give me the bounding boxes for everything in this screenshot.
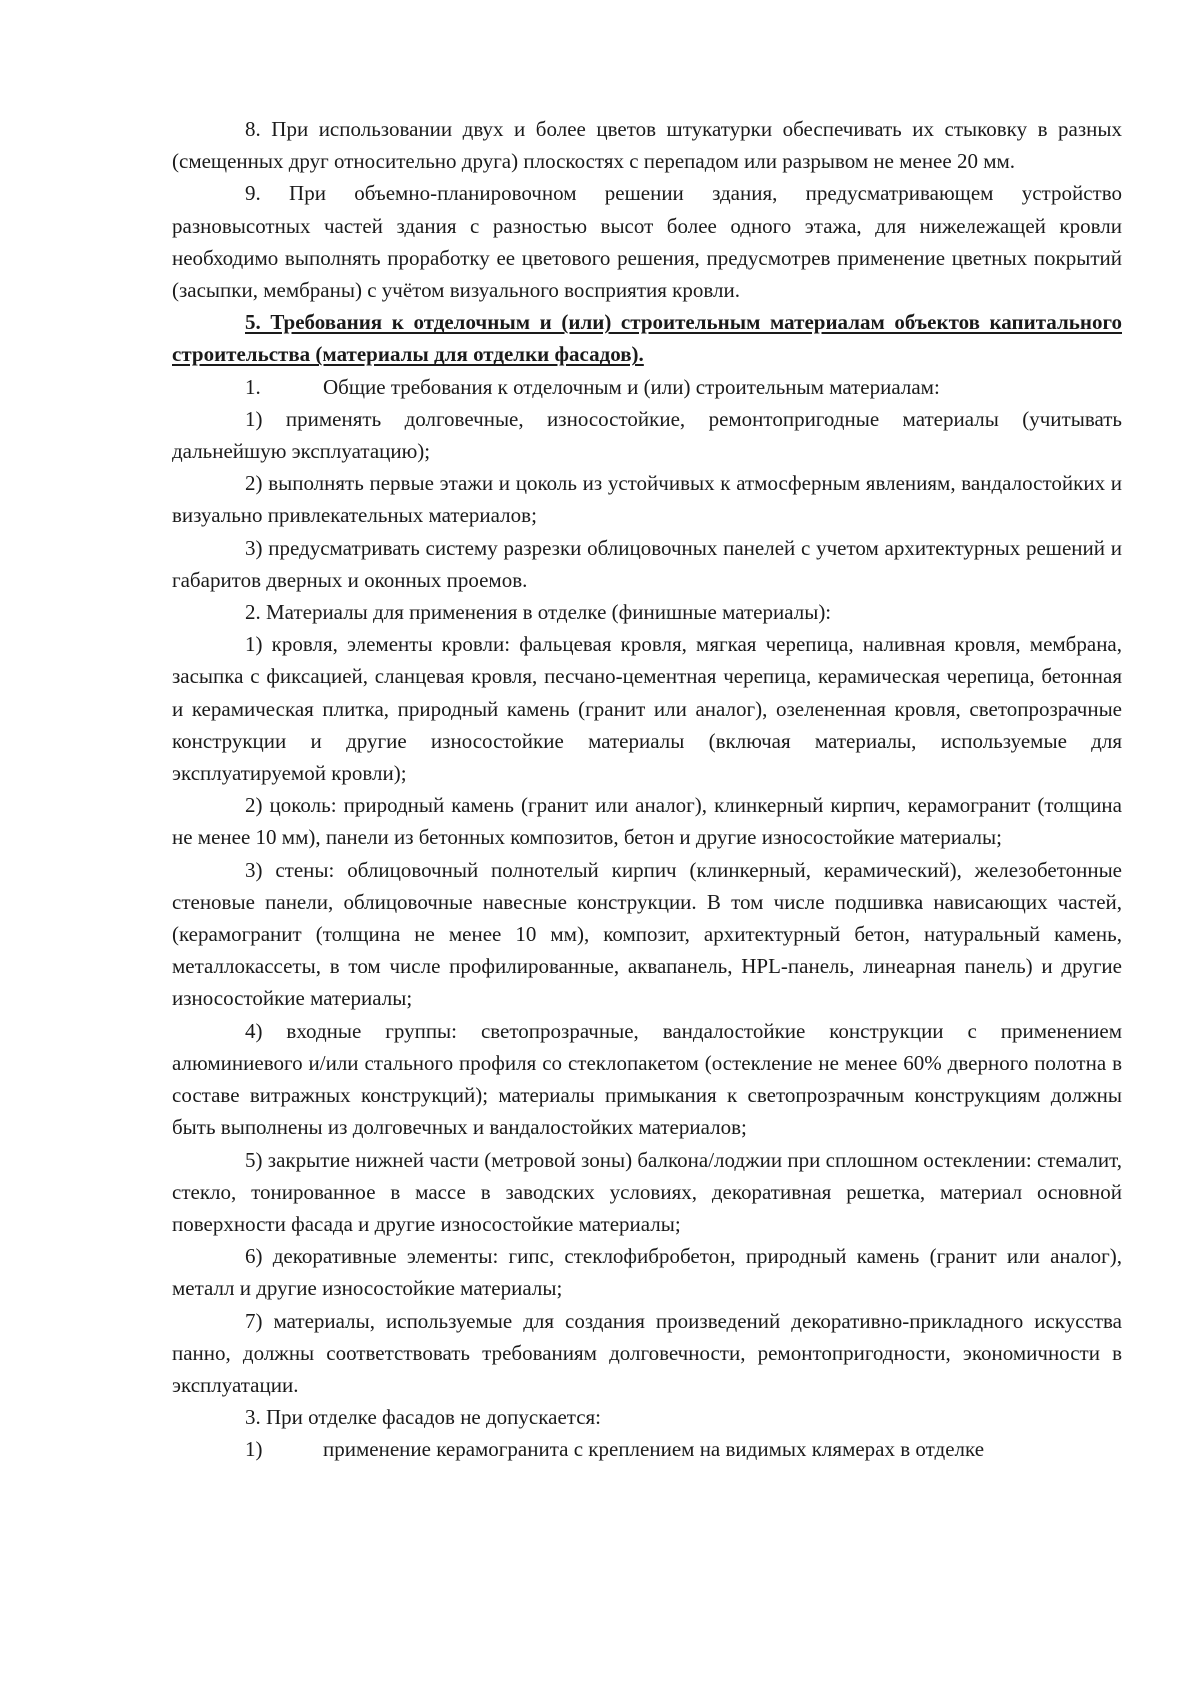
subitem-2-7-decorative-art: 7) материалы, используемые для создания произведений декоративно-прикладного искусства панно, должны соответствовать требованиям долговечности, ремонтопригодности, экономичности в эксплуатации. bbox=[172, 1308, 1122, 1397]
subitem-1-1: 1) применять долговечные, износостойкие, ремонтопригодные материалы (учитывать дальнейшую эксплуатацию); bbox=[172, 406, 1122, 464]
section-5-heading: 5. Требования к отделочным и (или) строительным материалам объектов капитального строительства (материалы для отделки фасадов). bbox=[172, 310, 1122, 367]
paragraph-9: 9. При объемно-планировочном решении здания, предусматривающем устройство разновысотных частей здания с разностью высот более одного этажа, для нижележащей кровли необходимо выполнять проработку ее цветового решения, предусмотрев применение цветных покрытий (засыпки, мембраны) с учётом визуального восприятия кровли. bbox=[172, 181, 1122, 303]
subitem-2-5-balcony: 5) закрытие нижней части (метровой зоны) балкона/лоджии при сплошном остеклении: стемалит, стекло, тонированное в массе в заводских условиях, декоративная решетка, материал основной поверхности фасада и другие износостойкие материалы; bbox=[172, 1147, 1122, 1236]
subitem-2-1-roof: 1) кровля, элементы кровли: фальцевая кровля, мягкая черепица, наливная кровля, мембрана, засыпка с фиксацией, сланцевая кровля, песчано-цементная черепица, керамическая черепица, бетонная и керамическая плитка, природный камень (гранит или аналог), озелененная кровля, светопрозрачные конструкции и другие износостойкие материалы (включая материалы, используемые для эксплуатируемой кровли); bbox=[172, 632, 1122, 786]
document-body bbox=[172, 113, 1122, 1466]
item-number: 1. bbox=[245, 374, 261, 399]
item-number: 1) bbox=[245, 1437, 263, 1462]
paragraph-8: 8. При использовании двух и более цветов штукатурки обеспечивать их стыковку в разных (смещенных друг относительно друга) плоскостях с перепадом или разрывом не менее 20 мм. bbox=[172, 117, 1122, 174]
item-text: Общие требования к отделочным и (или) строительным материалам: bbox=[323, 374, 940, 399]
item-1-general-requirements bbox=[172, 371, 1122, 403]
subitem-2-2-plinth: 2) цоколь: природный камень (гранит или аналог), клинкерный кирпич, керамогранит (толщина не менее 10 мм), панели из бетонных композитов, бетон и другие износостойкие материалы; bbox=[172, 793, 1122, 850]
item-2-finishing-materials: 2. Материалы для применения в отделке (финишные материалы): bbox=[245, 600, 832, 625]
subitem-1-3: 3) предусматривать систему разрезки облицовочных панелей с учетом архитектурных решений и габаритов дверных и оконных проемов. bbox=[172, 535, 1122, 592]
subitem-2-4-entrance-groups: 4) входные группы: светопрозрачные, вандалостойкие конструкции с применением алюминиевого и/или стального профиля со стеклопакетом (остекление не менее 60% дверного полотна в составе витражных конструкций); материалы примыкания к светопрозрачным конструкциям должны быть выполнены из долговечных и вандалостойких материалов; bbox=[172, 1018, 1122, 1140]
item-3-not-allowed: 3. При отделке фасадов не допускается: bbox=[245, 1405, 602, 1430]
subitem-2-3-walls: 3) стены: облицовочный полнотелый кирпич (клинкерный, керамический), железобетонные стеновые панели, облицовочные навесные конструкции. В том числе подшивка нависающих частей, (керамогранит (толщина не менее 10 мм), композит, архитектурный бетон, натуральный камень, металлокассеты, в том числе профилированные, аквапанель, HPL-панель, линеарная панель) и другие износостойкие материалы; bbox=[172, 857, 1122, 1011]
item-text: применение керамогранита с креплением на видимых клямерах в отделке bbox=[323, 1437, 985, 1462]
subitem-3-1 bbox=[172, 1433, 1122, 1465]
subitem-1-2: 2) выполнять первые этажи и цоколь из устойчивых к атмосферным явлениям, вандалостойких и визуально привлекательных материалов; bbox=[172, 471, 1122, 528]
subitem-2-6-decorative-elements: 6) декоративные элементы: гипс, стеклофибробетон, природный камень (гранит или аналог), металл и другие износостойкие материалы; bbox=[172, 1244, 1122, 1301]
